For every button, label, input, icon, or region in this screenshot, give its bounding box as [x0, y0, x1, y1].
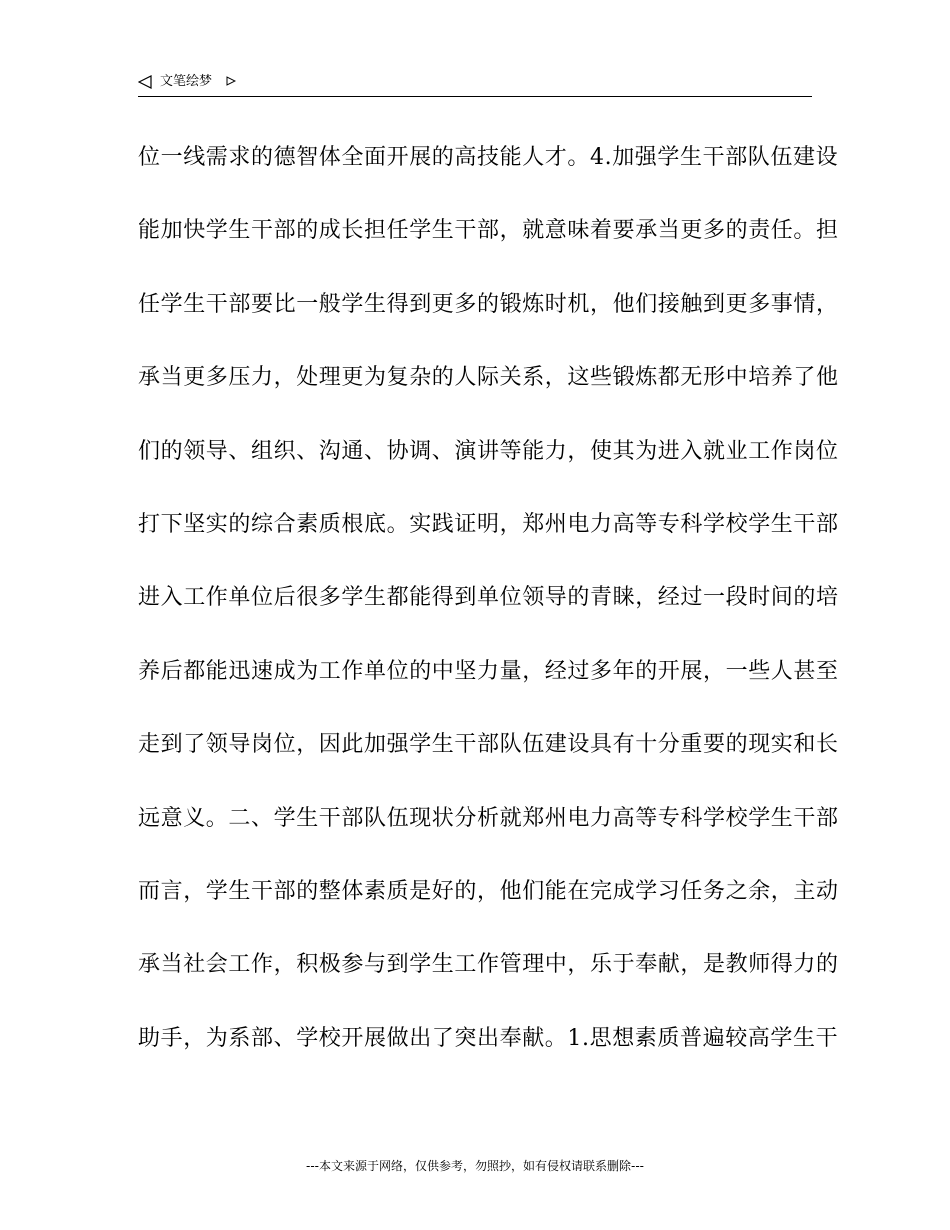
body-line: 打下坚实的综合素质根底。实践证明，郑州电力高等专科学校学生干部 — [138, 511, 839, 537]
body-line: 位一线需求的德智体全面开展的高技能人才。4.加强学生干部队伍建设 — [138, 145, 839, 170]
triangle-left-icon — [138, 75, 152, 89]
body-line: 们的领导、组织、沟通、协调、演讲等能力，使其为进入就业工作岗位 — [138, 438, 839, 464]
header-title: 文笔绘梦 — [160, 74, 213, 89]
body-line: 承当社会工作，积极参与到学生工作管理中，乐于奉献，是教师得力的 — [138, 952, 839, 978]
body-line: 走到了领导岗位，因此加强学生干部队伍建设具有十分重要的现实和长 — [138, 732, 839, 758]
page-header — [138, 72, 812, 97]
body-line: 任学生干部要比一般学生得到更多的锻炼时机，他们接触到更多事情， — [138, 291, 839, 317]
body-line: 进入工作单位后很多学生都能得到单位领导的青睐，经过一段时间的培 — [138, 585, 839, 611]
triangle-right-icon — [226, 76, 236, 86]
document-body — [138, 138, 839, 1092]
footer-disclaimer: ---本文来源于网络，仅供参考，勿照抄，如有侵权请联系删除--- — [306, 1159, 644, 1173]
body-line: 远意义。二、学生干部队伍现状分析就郑州电力高等专科学校学生干部 — [138, 805, 839, 831]
body-line: 助手，为系部、学校开展做出了突出奉献。1.思想素质普遍较高学生干 — [138, 1025, 839, 1051]
body-line: 养后都能迅速成为工作单位的中坚力量，经过多年的开展，一些人甚至 — [138, 658, 839, 684]
body-line: 能加快学生干部的成长担任学生干部，就意味着要承当更多的责任。担 — [138, 218, 839, 244]
body-line: 承当更多压力，处理更为复杂的人际关系，这些锻炼都无形中培养了他 — [138, 365, 839, 391]
body-line: 而言，学生干部的整体素质是好的，他们能在完成学习任务之余，主动 — [138, 878, 839, 904]
